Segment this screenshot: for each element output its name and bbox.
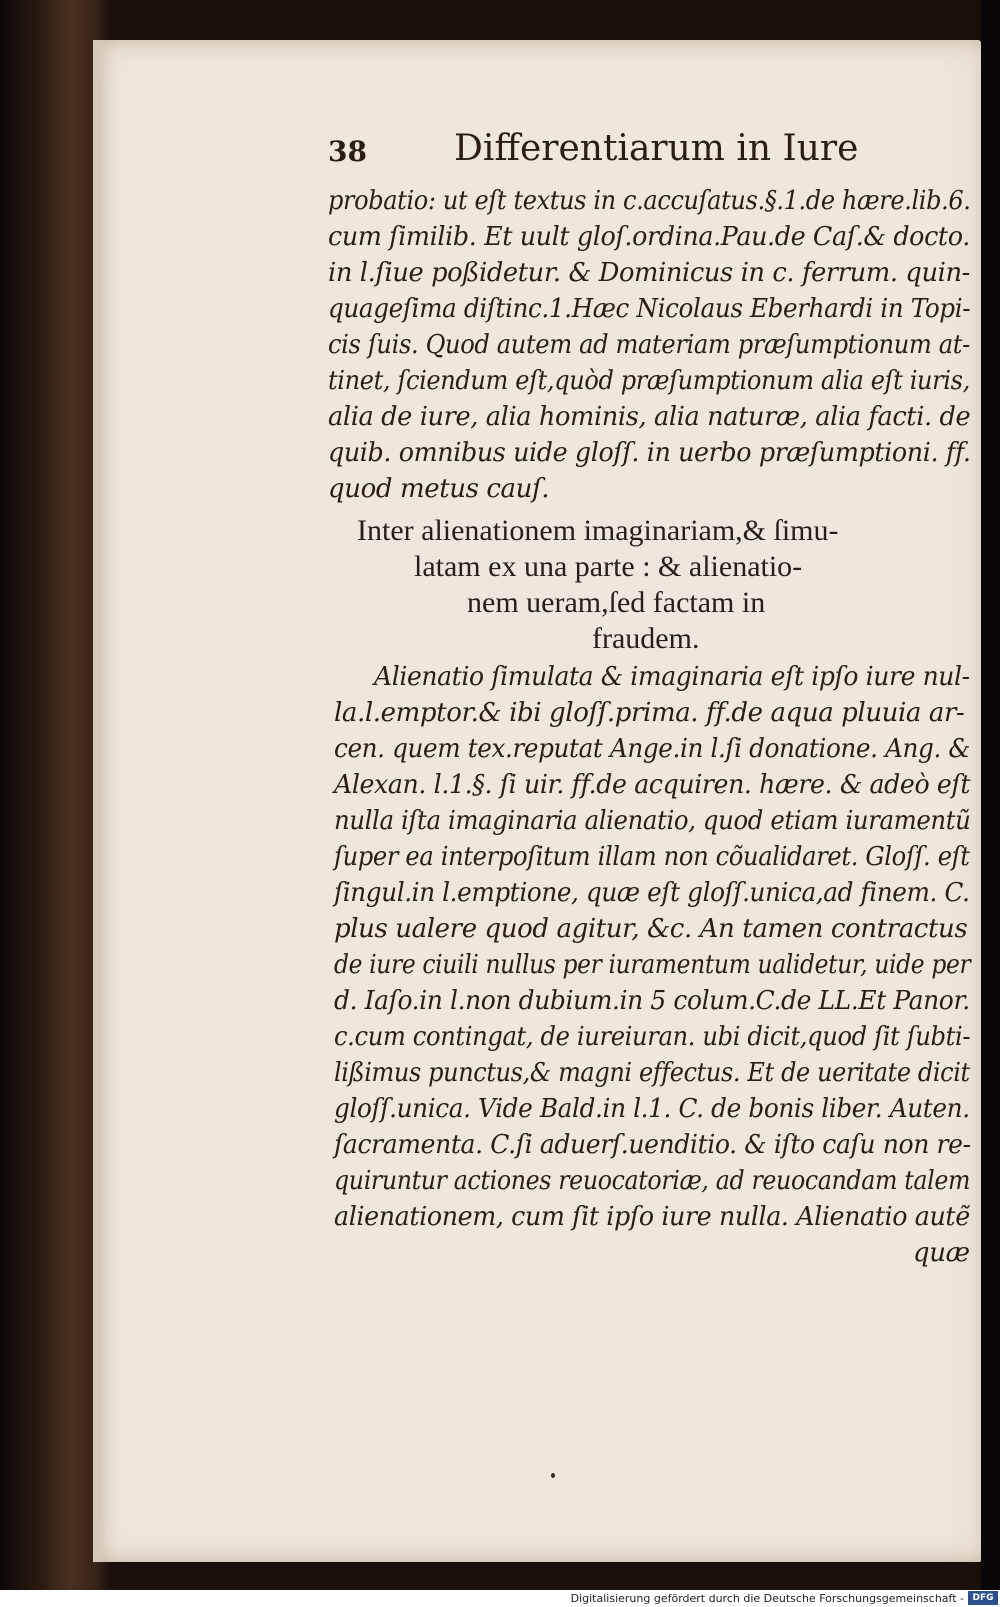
page-number: 38 [328, 135, 367, 168]
text-line: c.cum contingat, de iureiuran. ubi dicit,quod ſit ſubti- [334, 1022, 971, 1052]
page-gutter-shadow [93, 40, 107, 1562]
scan-right-edge [981, 0, 1000, 1590]
text-line: quib. omnibus uide gloſſ. in uerbo præſumptioni. ff. [328, 438, 971, 468]
text-line: Alexan. l.1.§. ſi uir. ff.de acquiren. hære. & adeò eſt [334, 770, 971, 800]
text-line: la.l.emptor.& ibi gloſſ.prima. ff.de aqua pluuia ar- [334, 698, 965, 728]
running-head: Differentiarum in Iure [454, 128, 859, 169]
section-heading-line: nem ueram,ſed factam in [467, 586, 766, 619]
text-line: plus ualere quod agitur, &c. An tamen contractus [334, 914, 968, 944]
text-line: gloſſ.unica. Vide Bald.in l.1. C. de bonis liber. Auten. [334, 1094, 970, 1124]
text-line: alia de iure, alia hominis, alia naturæ, alia facti. de [328, 402, 971, 432]
text-line: d. Iaſo.in l.non dubium.in 5 colum.C.de LL.Et Panor. [334, 986, 970, 1016]
text-line: cen. quem tex.reputat Ange.in l.ſi donatione. Ang. & [334, 734, 970, 764]
section-heading-line: Inter alienationem imaginariam,& ſimu- [357, 514, 839, 547]
section-heading-line: latam ex una parte : & alienatio- [414, 550, 803, 583]
text-line: probatio: ut eſt textus in c.accuſatus.§.1.de hære.lib.6. [328, 186, 971, 216]
section-heading-line: fraudem. [592, 622, 700, 655]
text-line: de iure ciuili nullus per iuramentum ualidetur, uide per [334, 950, 971, 980]
text-line: quiruntur actiones reuocatoriæ, ad reuocandam talem [334, 1166, 971, 1196]
text-line: ſingul.in l.emptione, quæ eſt gloſſ.unica,ad finem. C. [334, 878, 970, 908]
text-line: cum ſimilib. Et uult gloſ.ordina.Pau.de Caſ.& docto. [328, 222, 970, 252]
footer-bar [0, 1590, 1000, 1607]
text-line: ſuper ea interpoſitum illam non cõualidaret. Gloſſ. eſt [334, 842, 970, 872]
text-line: tinet, ſciendum eſt,quòd præſumptionum alia eſt iuris, [328, 366, 970, 396]
text-line: lißimus punctus,& magni effectus. Et de ueritate dicit [334, 1058, 970, 1088]
text-line: Alienatio ſimulata & imaginaria eſt ipſo iure nul- [374, 662, 970, 692]
text-line: quod metus cauſ. [328, 474, 550, 504]
catchword: quæ [913, 1238, 970, 1268]
text-line: in l.ſiue poßidetur. & Dominicus in c. ferrum. quin- [328, 258, 970, 288]
text-line: alienationem, cum ſit ipſo iure nulla. Alienatio autẽ [334, 1202, 970, 1232]
dfg-logo-icon: DFG [968, 1591, 998, 1605]
text-line: cis ſuis. Quod autem ad materiam præſumptionum at- [328, 330, 970, 360]
ink-speck [551, 1473, 555, 1478]
text-line: nulla iſta imaginaria alienatio, quod etiam iuramentũ [334, 806, 971, 836]
funding-credit: Digitalisierung gefördert durch die Deutsche Forschungsgemeinschaft - [570, 1592, 964, 1605]
text-line: quageſima diſtinc.1.Hæc Nicolaus Eberhardi in Topi- [328, 294, 971, 324]
text-line: ſacramenta. C.ſi aduerſ.uenditio. & iſto caſu non re- [334, 1130, 971, 1160]
